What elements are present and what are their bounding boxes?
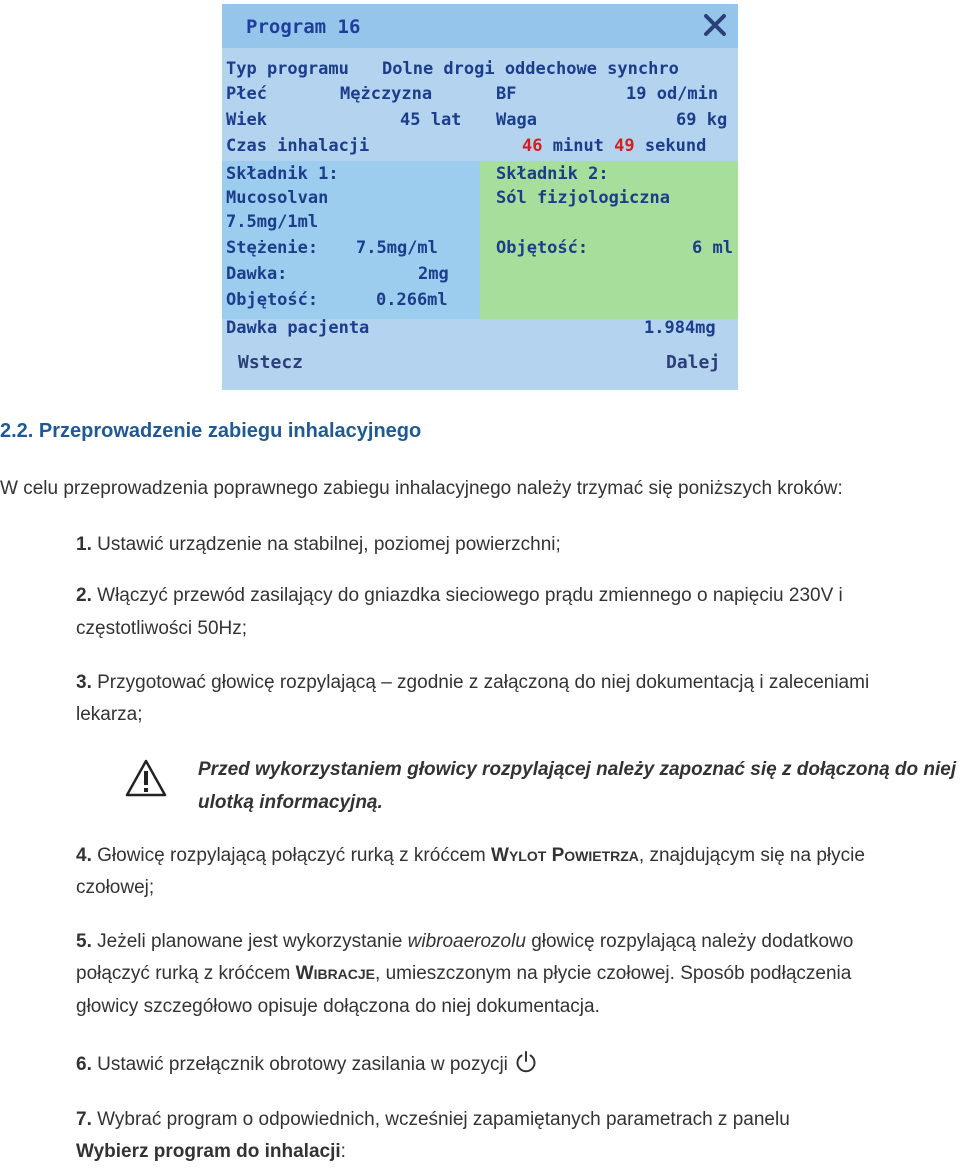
time-seconds: 49 [614, 136, 635, 156]
program-title: Program 16 [246, 16, 361, 38]
time-minutes-unit: minut [552, 136, 604, 156]
step-5 [76, 926, 853, 958]
component-1-label: Składnik 1: [226, 164, 339, 184]
panel-name: Wybierz program do inhalacji [76, 1141, 341, 1162]
inhalation-time-value [522, 136, 706, 156]
volume-1-label: Objętość: [226, 290, 319, 310]
step-1 [76, 529, 561, 561]
step-5-number: 5. [76, 931, 92, 952]
step-4-text-a: Głowicę rozpylającą połączyć rurką z króćcem [91, 845, 491, 866]
step-4-owietrza: OWIETRZA [564, 848, 639, 864]
gender-label: Płeć [226, 84, 267, 104]
volume-1-value: 0.266ml [376, 290, 448, 310]
step-3 [76, 667, 869, 699]
step-5-text-b: głowicę rozpylającą należy dodatkowo [525, 931, 854, 952]
step-5-ibracje: IBRACJE [313, 966, 376, 982]
patient-dose-label: Dawka pacjenta [226, 318, 370, 338]
step-4-ylot: YLOT [508, 848, 547, 864]
intro-paragraph: W celu przeprowadzenia poprawnego zabiegu inhalacyjnego należy trzymać się poniższych kroków: [0, 478, 843, 499]
volume-2-label: Objętość: [496, 238, 589, 258]
step-4-text-b: , znajdującym się na płycie [638, 845, 865, 866]
step-7-number: 7. [76, 1109, 92, 1130]
next-button[interactable]: Dalej [666, 352, 721, 373]
age-label: Wiek [226, 110, 267, 130]
patient-dose-value: 1.984mg [644, 318, 716, 338]
time-minutes: 46 [522, 136, 543, 156]
step-5-text-a: Jeżeli planowane jest wykorzystanie [91, 931, 408, 952]
bf-label: BF [496, 84, 517, 104]
step-7 [76, 1104, 790, 1136]
step-2 [76, 580, 843, 612]
back-button[interactable]: Wstecz [238, 352, 304, 373]
step-7-line-2 [76, 1136, 346, 1168]
step-6 [76, 1049, 538, 1081]
step-1-number: 1. [76, 534, 92, 555]
gender-value: Mężczyzna [340, 84, 433, 104]
step-4-line-2: czołowej; [76, 877, 155, 898]
step-7-colon: : [340, 1141, 346, 1162]
age-value: 45 lat [400, 110, 462, 130]
step-7-text: Wybrać program o odpowiednich, wcześniej zapamiętanych parametrach z panelu [91, 1109, 790, 1130]
step-1-text: Ustawić urządzenie na stabilnej, poziomej powierzchni; [91, 534, 561, 555]
component-1-name: Mucosolvan [226, 188, 329, 208]
time-seconds-unit: sekund [644, 136, 707, 156]
step-2-text: Włączyć przewód zasilający do gniazdka sieciowego prądu zmiennego o napięciu 230V i [91, 585, 843, 606]
device-title-bar [222, 4, 738, 48]
volume-2-value: 6 ml [692, 238, 733, 258]
step-6-text: Ustawić przełącznik obrotowy zasilania w pozycji [91, 1054, 508, 1075]
step-4-w: W [491, 845, 509, 866]
program-type-label: Typ programu [226, 59, 349, 79]
step-5-line-3: głowicy szczegółowo opisuje dołączona do niej dokumentacja. [76, 996, 600, 1017]
weight-label: Waga [496, 110, 537, 130]
step-5-line-2-a: połączyć rurką z króćcem [76, 963, 296, 984]
program-type-value: Dolne drogi oddechowe synchro [382, 59, 679, 79]
step-4 [76, 840, 865, 872]
warning-triangle-icon [124, 758, 168, 798]
step-5-line-2-b: , umieszczonym na płycie czołowej. Sposób podłączenia [375, 963, 852, 984]
power-icon [514, 1050, 538, 1074]
warning-note: Przed wykorzystaniem głowicy rozpylającej należy zapoznać się z dołączoną do niej ulotką informacyjną. [198, 759, 957, 813]
dose-value: 2mg [418, 264, 449, 284]
section-heading: 2.2. Przeprowadzenie zabiegu inhalacyjnego [0, 420, 422, 442]
component-1-strength: 7.5mg/1ml [226, 212, 319, 232]
device-screen [222, 4, 738, 390]
step-5-w: W [295, 963, 314, 984]
step-3-number: 3. [76, 672, 92, 693]
step-6-number: 6. [76, 1054, 92, 1075]
step-5-line-2 [76, 958, 851, 990]
weight-value: 69 kg [676, 110, 728, 130]
close-icon[interactable] [700, 10, 730, 40]
step-4-number: 4. [76, 845, 92, 866]
component-2-name: Sól fizjologiczna [496, 188, 670, 208]
concentration-label: Stężenie: [226, 238, 319, 258]
step-5-italic: wibroaerozolu [407, 931, 526, 952]
component-2-label: Składnik 2: [496, 164, 609, 184]
concentration-value: 7.5mg/ml [356, 238, 438, 258]
bf-value: 19 od/min [626, 84, 719, 104]
step-2-line-2: częstotliwości 50Hz; [76, 618, 248, 639]
dose-label: Dawka: [226, 264, 288, 284]
step-3-text: Przygotować głowicę rozpylającą – zgodnie z załączoną do niej dokumentacją i zaleceniami [91, 672, 870, 693]
inhalation-time-label: Czas inhalacji [226, 136, 370, 156]
step-3-line-2: lekarza; [76, 704, 143, 725]
step-4-p: P [551, 845, 565, 866]
step-2-number: 2. [76, 585, 92, 606]
